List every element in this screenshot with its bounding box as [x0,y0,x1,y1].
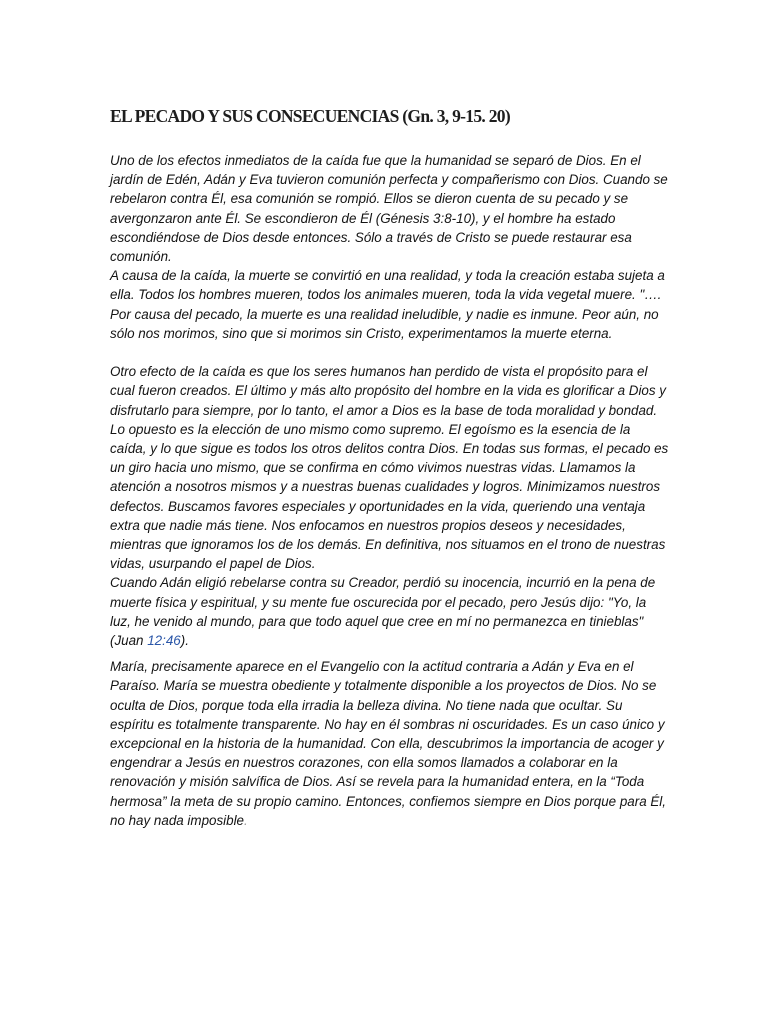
paragraph-maria [110,657,670,830]
paragraph-adam-rebellion-text: Cuando Adán eligió rebelarse contra su Creador, perdió su inocencia, incurrió en la pena de muerte física y espiritual, y su mente fue oscurecida por el pecado, pero Jesús dijo: "Yo, la luz, he venido al mundo, para que todo aquel que cree en mí no permanezca en tinieblas" (Juan [110,575,656,649]
paragraph-separation-from-god: Uno de los efectos inmediatos de la caída fue que la humanidad se separó de Dios. En el jardín de Edén, Adán y Eva tuvieron comunión perfecta y compañerismo con Dios. Cuando se rebelaron contra Él, esa comunión se rompió. Ellos se dieron cuenta de su pecado y se avergonzaron ante Él. Se escondieron de Él (Génesis 3:8-10), y el hombre ha estado escondiéndose de Dios desde entonces. Sólo a través de Cristo se puede restaurar esa comunión. [110,153,668,265]
document-title: EL PECADO Y SUS CONSECUENCIAS (Gn. 3, 9-15. 20) [110,106,510,126]
scripture-reference-close: ). [180,633,189,649]
document-body [110,151,670,830]
paragraph-maria-text: María, precisamente aparece en el Evangelio con la actitud contraria a Adán y Eva en el Paraíso. María se muestra obediente y totalmente disponible a los proyectos de Dios. No se oculta de Dios, porque toda ella irradia la belleza divina. No tiene nada que ocultar. Su espíritu es totalmente transparente. No hay en él sombras ni oscuridades. Es un caso único y excepcional en la historia de la humanidad. Con ella, descubrimos la importancia de acoger y engendrar a Jesús en nuestros corazones, con ella somos llamados a colaborar en la renovación y misión salvífica de Dios. Así se revela para la humanidad entera, en la “Toda hermosa” la meta de su propio camino. Entonces, confiemos siempre en Dios porque para Él, no hay nada imposible [110,659,666,828]
paragraph-death: A causa de la caída, la muerte se convirtió en una realidad, y toda la creación estaba sujeta a ella. Todos los hombres mueren, todos los animales mueren, toda la vida vegetal muere. "…. Por causa del pecado, la muerte es una realidad ineludible, y nadie es inmune. Peor aún, no sólo nos morimos, sino que si morimos sin Cristo, experimentamos la muerte eterna. [110,268,665,341]
paragraph-lost-purpose: Otro efecto de la caída es que los seres humanos han perdido de vista el propósito para el cual fueron creados. El último y más alto propósito del hombre en la vida es glorificar a Dios y disfrutarlo para siempre, por lo tanto, el amor a Dios es la base de toda moralidad y bondad. Lo opuesto es la elección de uno mismo como supremo. El egoísmo es la esencia de la caída, y lo que sigue es todos los otros delitos contra Dios. En todas sus formas, el pecado es un giro hacia uno mismo, que se confirma en cómo vivimos nuestras vidas. Llamamos la atención a nosotros mismos y a nuestras buenas cualidades y logros. Minimizamos nuestros defectos. Buscamos favores especiales y oportunidades en la vida, queriendo una ventaja extra que nadie más tiene. Nos enfocamos en nuestros propios deseos y necesidades, mientras que ignoramos los de los demás. En definitiva, nos situamos en el trono de nuestras vidas, usurpando el papel de Dios. [110,364,669,572]
paragraph-adam-rebellion [110,573,670,650]
paragraph-spacer [110,343,670,362]
paragraph-spacer-small [110,650,670,657]
paragraph-maria-end-dot: . [244,812,248,828]
scripture-reference-link[interactable]: 12:46 [147,633,181,649]
